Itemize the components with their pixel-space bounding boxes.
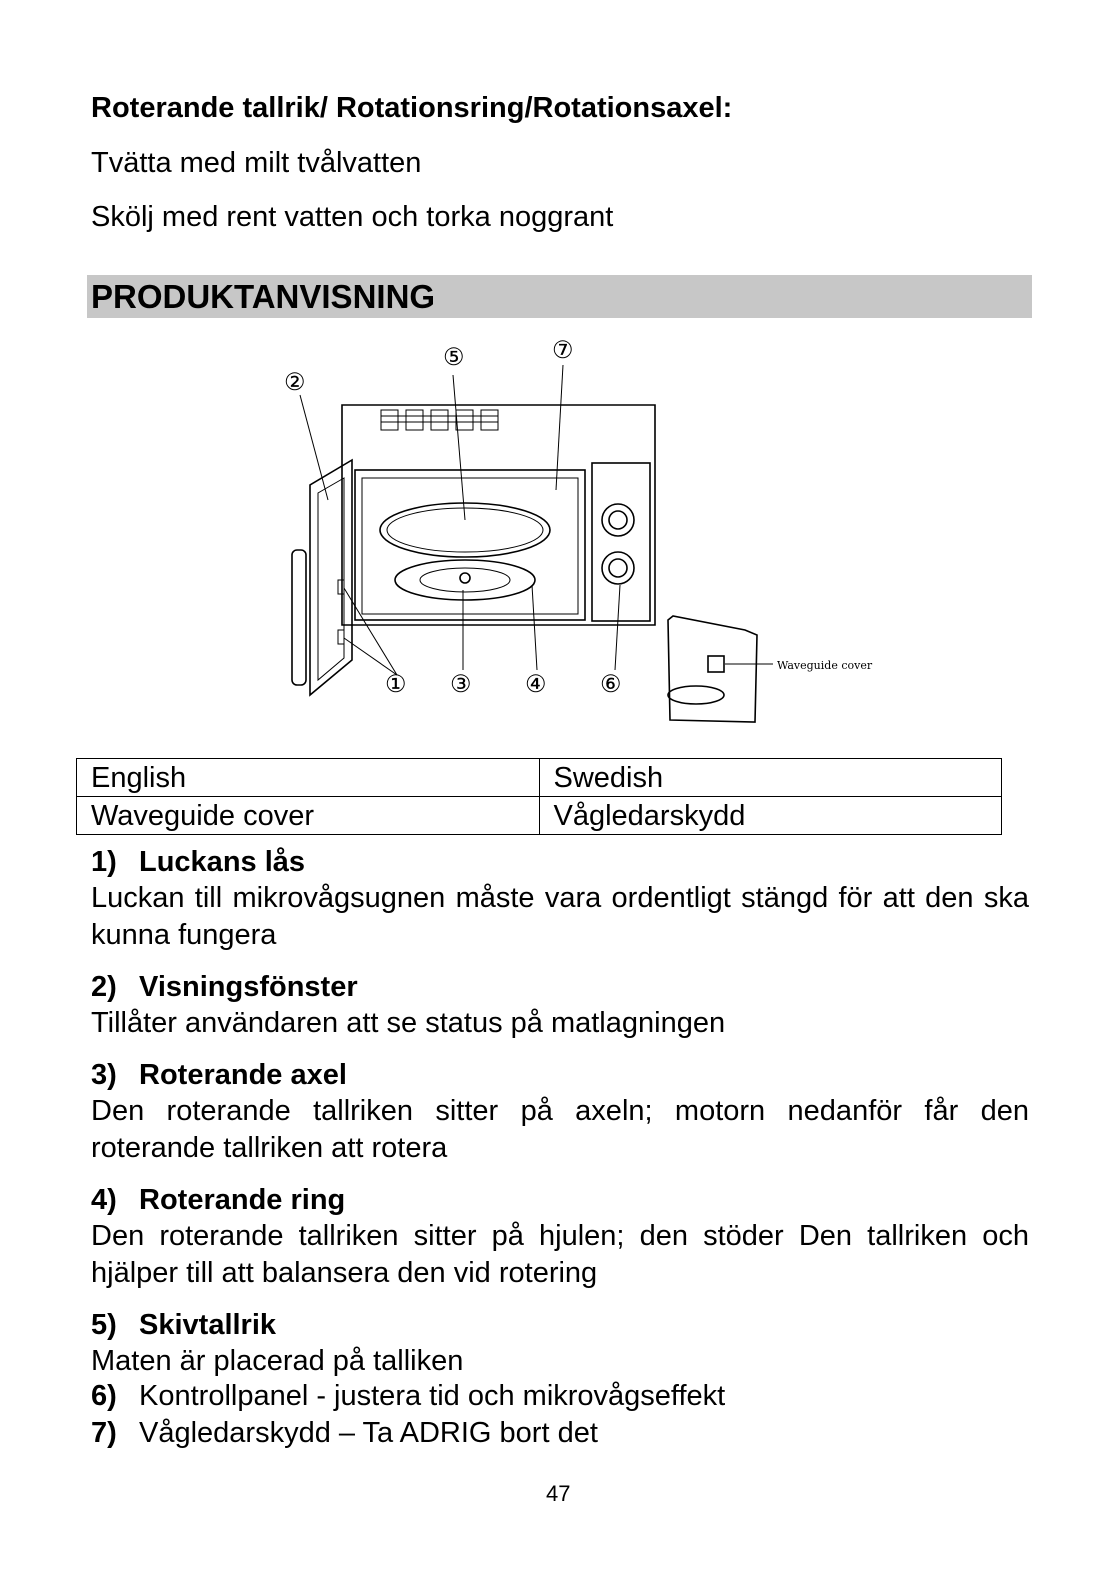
callout-1: ① — [385, 670, 407, 698]
list-item-title — [91, 971, 358, 1004]
list-item-title — [91, 1059, 347, 1092]
page-number: 47 — [546, 1481, 571, 1506]
item-number: 4) — [91, 1184, 117, 1216]
turntable-plate — [380, 503, 550, 557]
inset-label: Waveguide cover — [777, 659, 873, 672]
callout-7: ⑦ — [552, 336, 574, 364]
callout-3: ③ — [450, 670, 472, 698]
waveguide-cover — [708, 656, 724, 672]
item-number: 5) — [91, 1309, 117, 1341]
item-title: Visningsfönster — [139, 971, 358, 1003]
item-description: Den roterande tallriken sitter på hjulen; den stöder Den tallriken och hjälper till att balansera den vid rotering — [91, 1220, 1029, 1289]
door-handle — [292, 550, 306, 685]
vent-slots — [381, 410, 498, 430]
item-title: Roterande axel — [139, 1059, 347, 1091]
instruction-line: Tvätta med milt tvålvatten — [91, 147, 422, 179]
section-heading: Roterande tallrik/ Rotationsring/Rotationsaxel: — [91, 92, 733, 124]
door — [310, 460, 352, 695]
item-number: 7) — [91, 1417, 117, 1449]
rotating-shaft — [460, 573, 470, 583]
list-item — [91, 1417, 598, 1450]
item-title: Roterande ring — [139, 1184, 346, 1216]
list-item — [91, 1380, 725, 1413]
microwave-diagram — [270, 330, 900, 740]
table-header-cell: Swedish — [539, 759, 1002, 797]
list-item-title — [91, 1309, 276, 1342]
microwave-body — [342, 405, 655, 625]
item-text: Vågledarskydd – Ta ADRIG bort det — [139, 1417, 598, 1449]
oven-cavity — [355, 470, 585, 620]
section-banner: PRODUKTANVISNING — [87, 275, 1032, 318]
callout-5: ⑤ — [443, 343, 465, 371]
table-row — [77, 797, 1002, 835]
item-number: 3) — [91, 1059, 117, 1091]
callout-4: ④ — [525, 670, 547, 698]
item-number: 6) — [91, 1380, 117, 1412]
waveguide-inset — [668, 616, 773, 722]
table-header-cell: English — [77, 759, 540, 797]
roller-ring — [395, 560, 535, 600]
item-number: 1) — [91, 846, 117, 878]
list-item-title — [91, 846, 305, 879]
table-header-row — [77, 759, 1002, 797]
item-text: Kontrollpanel - justera tid och mikrovågseffekt — [139, 1380, 726, 1412]
table-cell: Vågledarskydd — [539, 797, 1002, 835]
callout-2: ② — [284, 368, 306, 396]
item-title: Luckans lås — [139, 846, 306, 878]
item-title: Skivtallrik — [139, 1309, 277, 1341]
item-number: 2) — [91, 971, 117, 1003]
item-description: Luckan till mikrovågsugnen måste vara ordentligt stängd för att den ska kunna fungera — [91, 882, 1029, 951]
item-description: Maten är placerad på talliken — [91, 1345, 464, 1377]
translation-table — [76, 758, 1002, 835]
instruction-line: Skölj med rent vatten och torka noggrant — [91, 201, 614, 233]
item-description: Tillåter användaren att se status på matlagningen — [91, 1007, 726, 1039]
item-description: Den roterande tallriken sitter på axeln; motorn nedanför får den roterande tallriken att rotera — [91, 1095, 1029, 1164]
table-cell: Waveguide cover — [77, 797, 540, 835]
callout-6: ⑥ — [600, 670, 622, 698]
control-panel — [592, 463, 650, 621]
list-item-title — [91, 1184, 345, 1217]
